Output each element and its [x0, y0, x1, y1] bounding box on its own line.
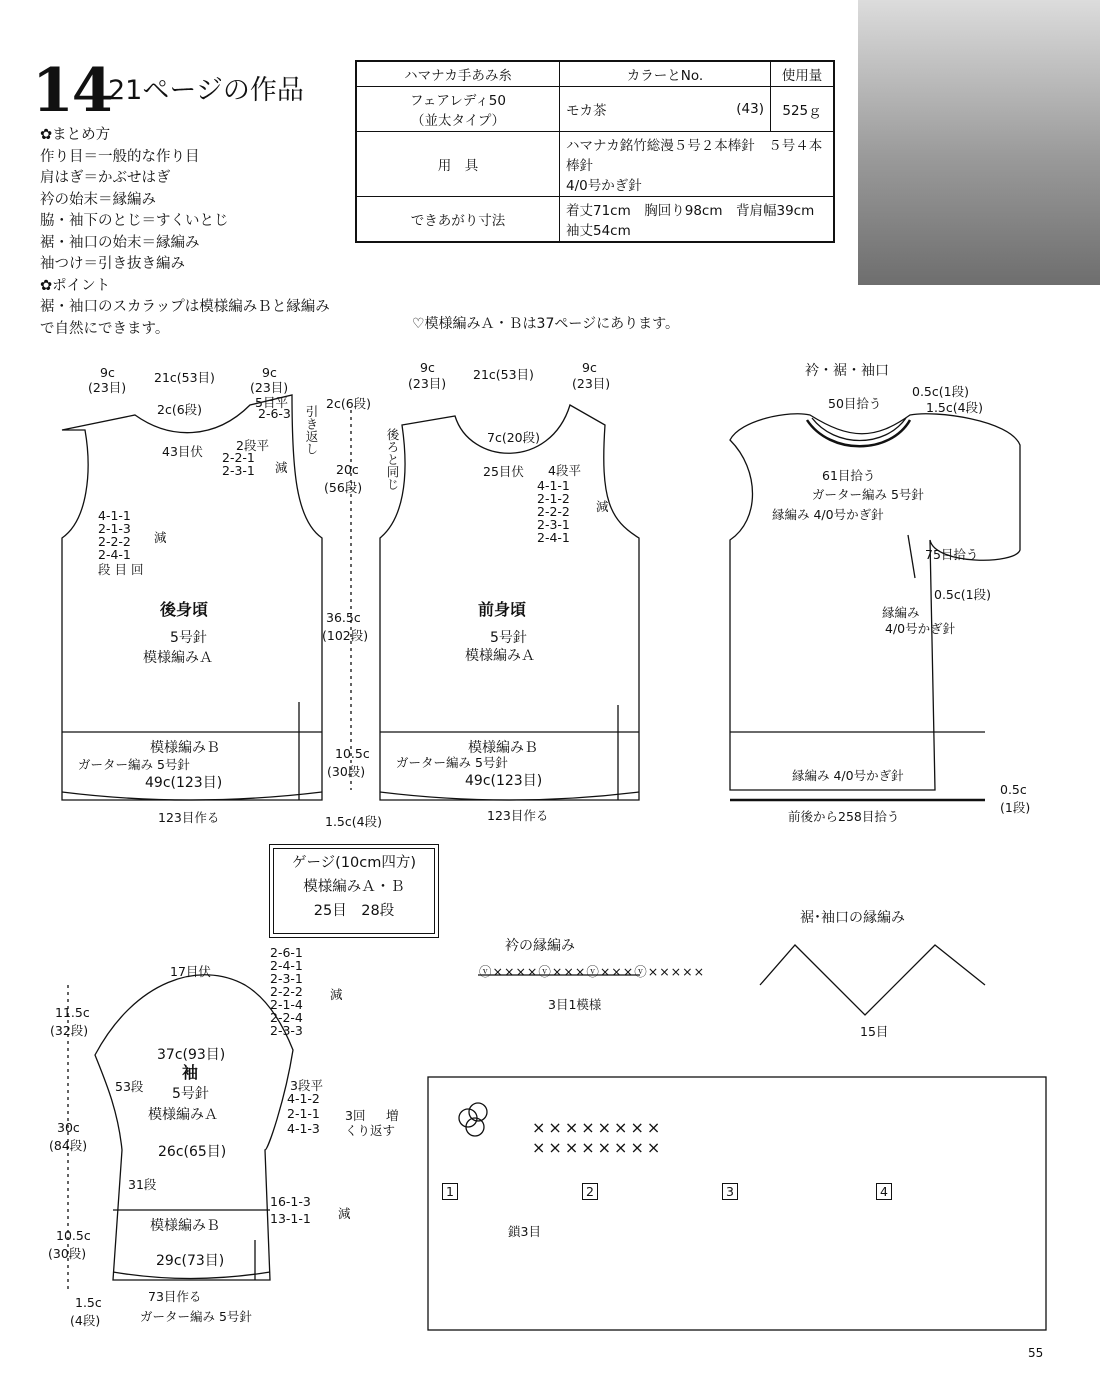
- sleeve-dec: 13-1-1: [270, 1211, 311, 1226]
- front-pattern: 模様編みＡ: [465, 648, 535, 664]
- note-line: 作り目＝一般的な作り目: [40, 148, 200, 165]
- back-dec: 2-6-3: [258, 406, 291, 421]
- assembly-cuff-row: 0.5c(1段): [934, 587, 991, 602]
- sleeve-31-rows: 31段: [128, 1177, 157, 1192]
- gauge-pattern: 模様編みＡ・Ｂ: [303, 879, 405, 895]
- sleeve-inc: 2-1-1: [287, 1106, 320, 1121]
- back-armhole-dec: 2-2-2: [98, 534, 131, 549]
- sleeve-needle: 5号針: [172, 1086, 209, 1102]
- back-shoulder-left-stitches: (23目): [88, 380, 127, 395]
- sleeve-cap-dec: 2-1-4: [270, 997, 303, 1012]
- yarn-name: フェアレディ50: [410, 93, 506, 109]
- table-header: ハマナカ手あみ糸: [356, 61, 560, 87]
- sleeve-cast-on: 73目作る: [148, 1289, 202, 1304]
- back-garter: ガーター編み 5号針: [78, 757, 190, 772]
- front-body-name: 前身頃: [478, 600, 527, 619]
- tools-line: 4/0号かぎ針: [566, 178, 642, 194]
- assembly-pick-50: 50目拾う: [828, 396, 882, 411]
- sleeve-cap-dec: 2-3-1: [270, 971, 303, 986]
- sleeve-cuff-height: 10.5c: [56, 1228, 91, 1243]
- dim-armhole: 20c: [336, 462, 359, 477]
- dim-body-rows: (102段): [322, 628, 369, 643]
- color-number: (43): [676, 87, 771, 132]
- sleeve-cap-rows: (32段): [50, 1023, 89, 1038]
- front-dec: 2-3-1: [537, 517, 570, 532]
- front-pattern-b: 模様編みＢ: [468, 740, 538, 756]
- sleeve-pattern: 模様編みＡ: [148, 1107, 218, 1123]
- assembly-hem-row-count: (1段): [1000, 800, 1031, 815]
- front-shoulder-left: 9c: [420, 360, 435, 375]
- color-name: モカ茶: [560, 87, 676, 132]
- assembly-garter: ガーター編み 5号針: [812, 487, 924, 502]
- sleeve-cap-dec: 2-4-1: [270, 958, 303, 973]
- assembly-pick-61: 61目拾う: [822, 468, 876, 483]
- step-4-label: 4: [876, 1183, 892, 1200]
- front-shoulder-right: 9c: [582, 360, 597, 375]
- back-dec: 2-2-1: [222, 450, 255, 465]
- sleeve-cap-mark: 減: [330, 987, 343, 1002]
- back-width: 49c(123目): [145, 775, 223, 791]
- pattern-number: 14: [32, 56, 112, 126]
- front-shoulder-right-stitches: (23目): [572, 376, 611, 391]
- chain-3-label: 鎖3目: [508, 1224, 541, 1239]
- note-line: 衿の始末＝縁編み: [40, 191, 156, 208]
- note-line: ✿ポイント: [40, 277, 111, 294]
- back-dec-mark: 減: [275, 460, 288, 475]
- front-neck-width: 21c(53目): [473, 367, 534, 382]
- back-dec-flat: 2段平: [236, 438, 269, 453]
- back-armhole-dec: 2-4-1: [98, 547, 131, 562]
- sleeve-cap-dec: 2-6-1: [270, 945, 303, 960]
- front-dec: 2-4-1: [537, 530, 570, 545]
- back-armhole-key: 段 目 回: [98, 562, 144, 577]
- back-dec: 2-3-1: [222, 463, 255, 478]
- gauge-title: ゲージ(10cm四方): [291, 855, 417, 871]
- sleeve-bind-off: 17目伏: [170, 964, 211, 979]
- sleeve-edge: 1.5c: [75, 1295, 102, 1310]
- size-value: 着丈71cm 胸回り98cm 背肩幅39cm 袖丈54cm: [560, 197, 835, 243]
- back-body-name: 後身頃: [160, 600, 209, 619]
- front-shoulder-left-stitches: (23目): [408, 376, 447, 391]
- page-title: 21ページの作品: [108, 75, 304, 106]
- sleeve-cap-dec: 2-2-4: [270, 1010, 303, 1025]
- note-line: 裾・袖口の始末＝縁編み: [40, 234, 200, 251]
- assembly-hem-row: 0.5c: [1000, 782, 1027, 797]
- tools-line: ハマナカ銘竹総漫５号２本棒針 ５号４本棒針: [566, 138, 823, 174]
- back-pullback: 引き返し: [304, 405, 319, 455]
- assembly-edge: 縁編み 4/0号かぎ針: [772, 507, 884, 522]
- front-flat: 4段平: [548, 463, 581, 478]
- back-flat: 5目平: [255, 395, 288, 410]
- sleeve-body-rows: (84段): [49, 1138, 88, 1153]
- dim-hem: 10.5c: [335, 746, 370, 761]
- size-label: できあがり寸法: [356, 197, 560, 243]
- sleeve-name: 袖: [182, 1063, 199, 1082]
- table-header: 使用量: [771, 61, 835, 87]
- front-dec: 2-2-2: [537, 504, 570, 519]
- sleeve-pattern-b: 模様編みＢ: [150, 1218, 220, 1234]
- assembly-pick-75: 75目拾う: [925, 547, 979, 562]
- yarn-amount: 525ｇ: [771, 87, 835, 132]
- front-cast-on: 123目作る: [487, 808, 549, 823]
- note-line: 袖つけ＝引き抜き編み: [40, 256, 185, 272]
- dim-neck: 2c(6段): [326, 396, 372, 411]
- sleeve-inc: 4-1-3: [287, 1121, 320, 1136]
- front-garter: ガーター編み 5号針: [396, 755, 508, 770]
- assembly-cuff-hook: 4/0号かぎ針: [885, 621, 956, 636]
- stitch-row: ××××××××: [532, 1118, 664, 1137]
- step-3-label: 3: [722, 1183, 738, 1200]
- sleeve-cap-height: 11.5c: [55, 1005, 90, 1020]
- sleeve-inc-repeat: くり返す: [345, 1123, 396, 1138]
- back-armhole-dec: 4-1-1: [98, 508, 131, 523]
- gauge-values: 25目 28段: [313, 903, 395, 919]
- sleeve-cap-dec: 2-3-3: [270, 1023, 303, 1038]
- front-neck-depth: 7c(20段): [487, 430, 540, 445]
- front-same-as-back: 後ろと同じ: [385, 428, 400, 491]
- yarn-type: （並太タイプ）: [411, 113, 505, 129]
- gauge-box: [273, 848, 435, 934]
- back-needle: 5号針: [170, 630, 207, 646]
- hem-edging-chart: [760, 945, 985, 1015]
- back-shoulder-right: 9c: [262, 365, 277, 380]
- sleeve-body-height: 30c: [57, 1120, 80, 1135]
- note-line: 肩はぎ＝かぶせはぎ: [40, 170, 171, 186]
- sleeve-cuff-rows: (30段): [48, 1246, 87, 1261]
- sleeve-inc-flat: 3段平: [290, 1078, 323, 1093]
- sleeve-top-width: 37c(93目): [157, 1047, 226, 1063]
- sleeve-inc-times: 3回: [345, 1108, 366, 1123]
- front-bind-off: 25目伏: [483, 464, 524, 479]
- note-line: で自然にできます。: [40, 320, 170, 337]
- dim-hem-rows: (30段): [327, 764, 366, 779]
- sleeve-cuff-width: 29c(73目): [156, 1253, 225, 1269]
- back-neck-depth: 2c(6段): [157, 402, 203, 417]
- sleeve-mid-width: 26c(65目): [158, 1144, 227, 1160]
- sleeve-cap-dec: 2-2-2: [270, 984, 303, 999]
- collar-edging-stitches: ⓥ××××ⓥ×××ⓥ×××ⓥ×××××: [479, 964, 706, 979]
- assembly-title: 衿・裾・袖口: [805, 363, 889, 379]
- back-shoulder-left: 9c: [100, 365, 115, 380]
- dim-armhole-rows: (56段): [324, 480, 363, 495]
- back-shoulder-right-stitches: (23目): [250, 380, 289, 395]
- front-dec: 2-1-2: [537, 491, 570, 506]
- sleeve-edge-rows: (4段): [70, 1313, 101, 1328]
- collar-edging-title: 衿の縁編み: [505, 938, 575, 954]
- assembly-row-1: 0.5c(1段): [912, 384, 969, 399]
- dim-edge: 1.5c(4段): [325, 814, 382, 829]
- front-dec-mark: 減: [596, 499, 609, 514]
- assembly-cuff-edge: 縁編み: [882, 605, 920, 620]
- stitch-technique-box: [428, 1077, 1046, 1330]
- back-neck-width: 21c(53目): [154, 370, 215, 385]
- pattern-reference: ♡模様編みＡ・Ｂは37ページにあります。: [412, 316, 679, 332]
- back-bind-off: 43目伏: [162, 444, 203, 459]
- page-number: 55: [1028, 1346, 1044, 1360]
- assembly-hem-edge: 縁編み 4/0号かぎ針: [792, 768, 904, 783]
- dim-body: 36.5c: [326, 610, 361, 625]
- hem-edging-title: 裾･袖口の縁編み: [800, 910, 905, 926]
- assembly-row-4: 1.5c(4段): [926, 400, 983, 415]
- tools-label: 用 具: [356, 132, 560, 197]
- sleeve-53-rows: 53段: [115, 1079, 144, 1094]
- back-pattern-b: 模様編みＢ: [150, 740, 220, 756]
- table-header: カラーとNo.: [560, 61, 771, 87]
- sleeve-garter: ガーター編み 5号針: [140, 1309, 252, 1324]
- sleeve-dec: 16-1-3: [270, 1194, 311, 1209]
- front-dec: 4-1-1: [537, 478, 570, 493]
- collar-edging-repeat: 3目1模様: [548, 997, 602, 1012]
- hem-edging-count: 15目: [860, 1024, 889, 1039]
- back-armhole-dec: 2-1-3: [98, 521, 131, 536]
- front-needle: 5号針: [490, 630, 527, 646]
- note-line: 裾・袖口のスカラップは模様編みＢと縁編み: [40, 299, 330, 315]
- step-1-label: 1: [442, 1183, 458, 1200]
- front-width: 49c(123目): [465, 773, 543, 789]
- stitch-row: ××××××××: [532, 1138, 664, 1157]
- back-armhole-mark: 減: [154, 530, 167, 545]
- note-line: ✿まとめ方: [40, 127, 111, 143]
- sleeve-inc-mark: 増: [386, 1108, 399, 1123]
- note-line: 脇・袖下のとじ＝すくいとじ: [40, 213, 229, 229]
- sleeve-dec-mark: 減: [338, 1206, 351, 1221]
- back-cast-on: 123目作る: [158, 810, 220, 825]
- assembly-pick-258: 前後から258目拾う: [788, 809, 900, 824]
- sleeve-inc: 4-1-2: [287, 1091, 320, 1106]
- step-2-label: 2: [582, 1183, 598, 1200]
- back-pattern: 模様編みＡ: [143, 650, 213, 666]
